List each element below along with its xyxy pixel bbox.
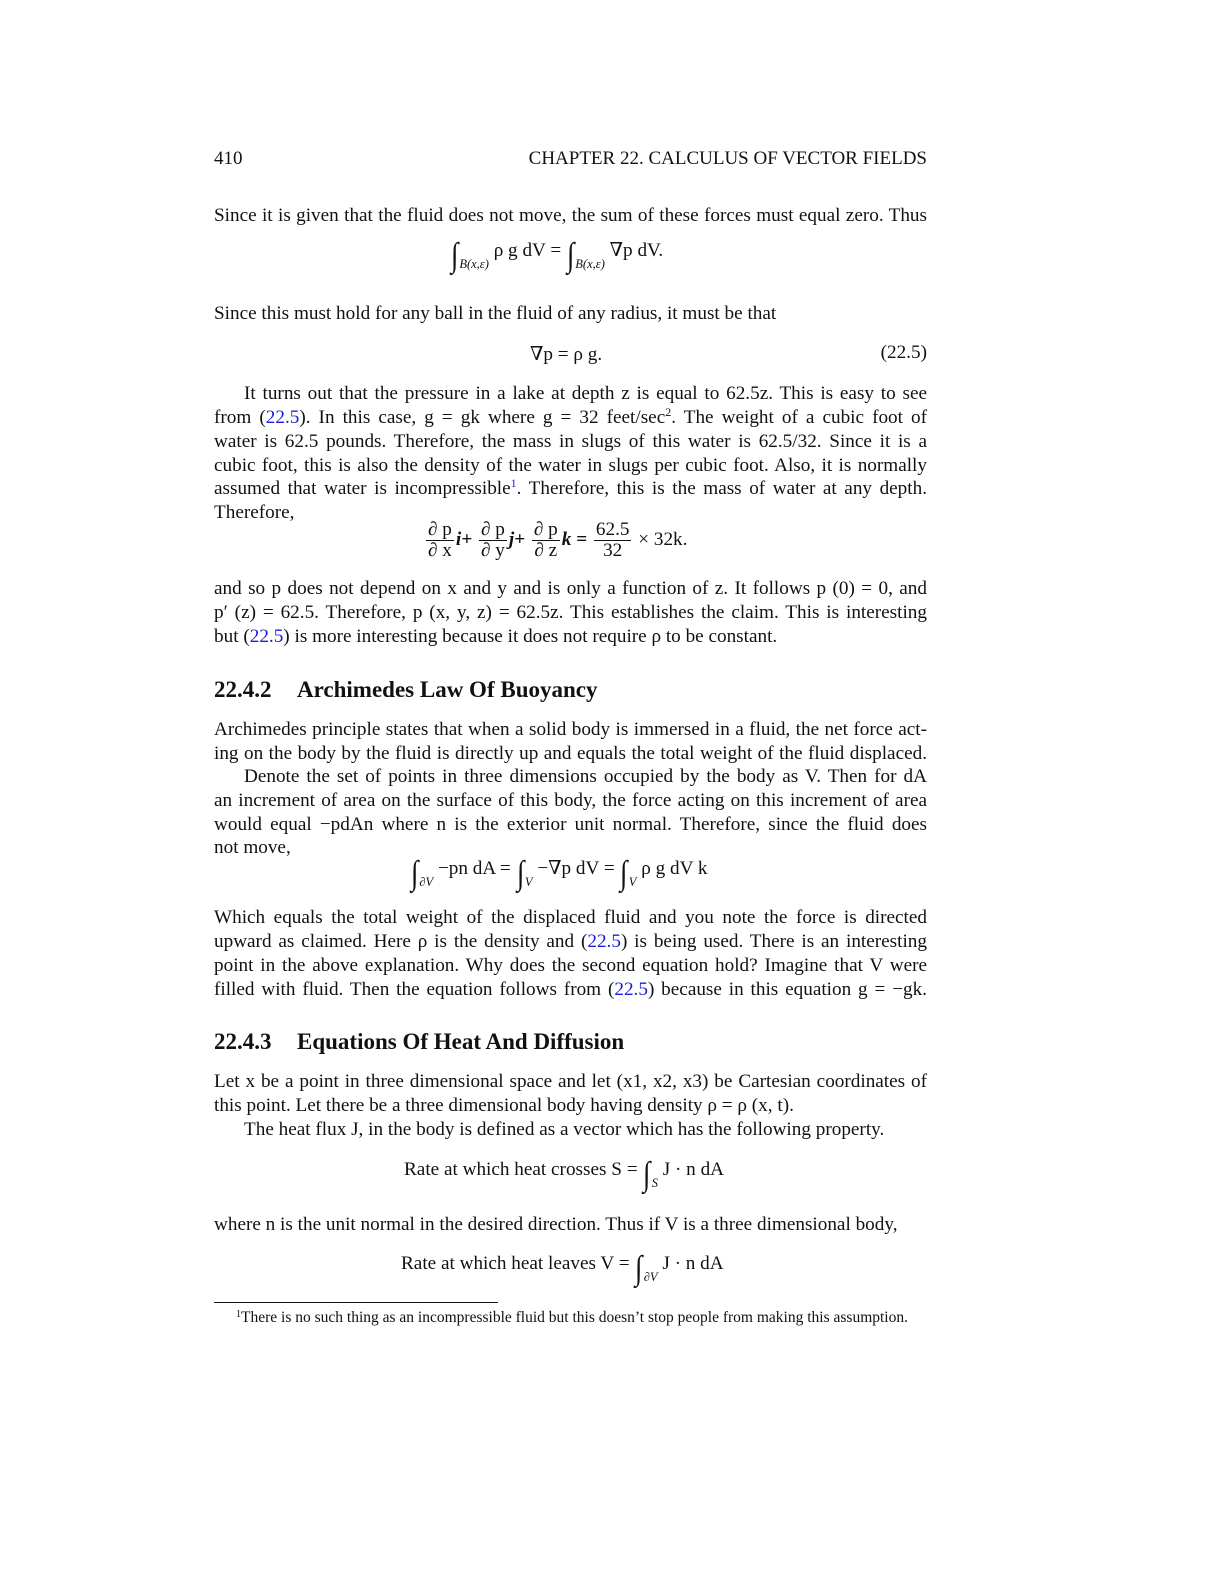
paragraph-line: It turns out that the pressure in a lake at depth z is equal to 62.5z. This is easy to see (244, 383, 927, 404)
text: assumed that water is incompressible (214, 478, 511, 499)
integral-domain: V (628, 875, 637, 889)
paragraph-line: The heat flux J, in the body is defined as a vector which has the following property. (244, 1119, 885, 1140)
text: but ( (214, 626, 250, 647)
text: ) is more interesting because it does not require ρ to be constant. (283, 626, 778, 647)
footnote-text: There is no such thing as an incompressible fluid but this doesn’t stop people from making this assumption. (241, 1309, 908, 1326)
paragraph-line: would equal −pdAn where n is the exterior unit normal. Therefore, since the fluid does (214, 814, 927, 835)
paragraph-line: ing on the body by the fluid is directly up and equals the total weight of the fluid displaced. (214, 743, 927, 764)
integral-sign: ∫ (450, 237, 459, 274)
numerator: 62.5 (595, 519, 630, 540)
equation-22-5: ∇p = ρ g. (530, 344, 603, 365)
equation-heat-leaves (401, 1252, 724, 1286)
denominator: ∂ z (534, 540, 558, 561)
paragraph-line (214, 930, 927, 954)
integral-domain: V (524, 875, 533, 889)
equation-buoyancy (410, 856, 708, 891)
chapter-title: CHAPTER 22. CALCULUS OF VECTOR FIELDS (528, 148, 927, 169)
paragraph-line: where n is the unit normal in the desired direction. Thus if V is a three dimensional body, (214, 1214, 898, 1235)
integral-sign: ∫ (635, 1250, 643, 1287)
integral-domain: ∂V (419, 875, 434, 889)
paragraph-line: not move, (214, 837, 291, 858)
equation-number: (22.5) (880, 342, 927, 363)
text: . The weight of a cubic foot of (671, 407, 928, 428)
fraction (532, 520, 560, 561)
denominator: ∂ y (480, 540, 505, 561)
paragraph-line: and so p does not depend on x and y and is only a function of z. It follows p (0) = 0, and (214, 578, 927, 599)
paragraph-line: Therefore, (214, 502, 295, 523)
paragraph-line (214, 406, 927, 430)
integral-domain: S (651, 1176, 658, 1190)
paragraph-line: water is 62.5 pounds. Therefore, the mass in slugs of this water is 62.5/32. Since it is a (214, 431, 927, 452)
integral-domain: B(x,ε) (575, 257, 605, 271)
equation-ref-link[interactable]: 22.5 (265, 407, 300, 428)
integral-domain: B(x,ε) (459, 257, 489, 271)
numerator: ∂ p (533, 519, 558, 540)
equation-ref-link[interactable]: 22.5 (249, 626, 284, 647)
text: from ( (214, 407, 266, 428)
integral-sign: ∫ (516, 855, 524, 892)
denominator: ∂ x (428, 540, 452, 561)
equation-ref-link[interactable]: 22.5 (587, 931, 621, 952)
footnote-rule (214, 1302, 498, 1303)
paragraph-line: p′ (z) = 62.5. Therefore, p (x, y, z) = 62.5z. This establishes the claim. This is interesting (214, 602, 927, 623)
equation-lhs: ρ g dV = (493, 240, 562, 261)
section-heading (214, 1029, 624, 1055)
text: ). In this case, g = gk where g = 32 feet/sec (299, 407, 666, 428)
footnote-ref-link[interactable]: 1 (510, 476, 517, 490)
term: j+ (508, 528, 526, 550)
text: ) is being used. There is an interesting (620, 931, 927, 952)
text: . Therefore, this is the mass of water at any depth. (516, 478, 927, 499)
term: ρ g dV k (641, 858, 708, 879)
paragraph-line: Which equals the total weight of the displaced fluid and you note the force is directed (214, 907, 927, 928)
equation-heat-crosses (404, 1158, 724, 1192)
equation-ref-link[interactable]: 22.5 (614, 979, 648, 1000)
paragraph-line: Denote the set of points in three dimensions occupied by the body as V. Then for dA (244, 766, 927, 787)
integral-sign: ∫ (643, 1156, 651, 1193)
numerator: ∂ p (428, 519, 452, 540)
equation-ball-integral (450, 238, 663, 273)
term: −pn dA = (437, 858, 511, 879)
equation-rhs: ∇p dV. (609, 240, 664, 261)
paragraph-line (214, 978, 927, 1002)
paragraph-line: Archimedes principle states that when a solid body is immersed in a fluid, the net force act- (214, 719, 927, 740)
integral-sign: ∫ (566, 237, 575, 274)
integral-sign: ∫ (410, 855, 419, 892)
fraction (479, 520, 507, 561)
paragraph-line: this point. Let there be a three dimensional body having density ρ = ρ (x, t). (214, 1095, 794, 1116)
fraction (426, 520, 454, 561)
page-number: 410 (214, 148, 243, 169)
paragraph-line: point in the above explanation. Why does the second equation hold? Imagine that V were (214, 955, 927, 976)
footnote (214, 1309, 927, 1327)
text: upward as claimed. Here ρ is the density and ( (214, 931, 588, 952)
section-number: 22.4.3 (214, 1029, 272, 1054)
paragraph-line: Since it is given that the fluid does not move, the sum of these forces must equal zero. Thus (214, 205, 927, 226)
equation-label: Rate at which heat crosses S = (404, 1159, 638, 1180)
text: ) because in this equation g = −gk. (647, 979, 927, 1000)
section-heading (214, 677, 598, 703)
section-title: Equations Of Heat And Diffusion (297, 1029, 625, 1054)
paragraph-line (214, 625, 927, 649)
term: × 32k. (638, 528, 688, 550)
text: filled with fluid. Then the equation follows from ( (214, 979, 615, 1000)
term: J · n dA (662, 1253, 724, 1274)
superscript: 2 (665, 405, 672, 419)
numerator: ∂ p (480, 519, 505, 540)
denominator: 32 (603, 540, 623, 561)
paragraph-line: cubic foot, this is also the density of the water in slugs per cubic foot. Also, it is normally (214, 455, 927, 476)
section-number: 22.4.2 (214, 677, 272, 702)
paragraph-line (214, 477, 927, 501)
fraction (594, 520, 632, 561)
integral-sign: ∫ (620, 855, 628, 892)
term: J · n dA (662, 1159, 725, 1180)
equation-gradient (424, 520, 687, 561)
footnote-mark: 1 (236, 1309, 241, 1320)
paragraph-line: an increment of area on the surface of this body, the force acting on this increment of area (214, 790, 927, 811)
integral-domain: ∂V (643, 1270, 658, 1284)
section-title: Archimedes Law Of Buoyancy (297, 677, 598, 702)
paragraph-line: Let x be a point in three dimensional space and let (x1, x2, x3) be Cartesian coordinates of (214, 1071, 927, 1092)
term: −∇p dV = (537, 858, 615, 879)
term: i+ (455, 528, 473, 550)
equation-label: Rate at which heat leaves V = (401, 1253, 630, 1274)
paragraph-line: Since this must hold for any ball in the fluid of any radius, it must be that (214, 303, 777, 324)
term: k = (561, 528, 588, 550)
